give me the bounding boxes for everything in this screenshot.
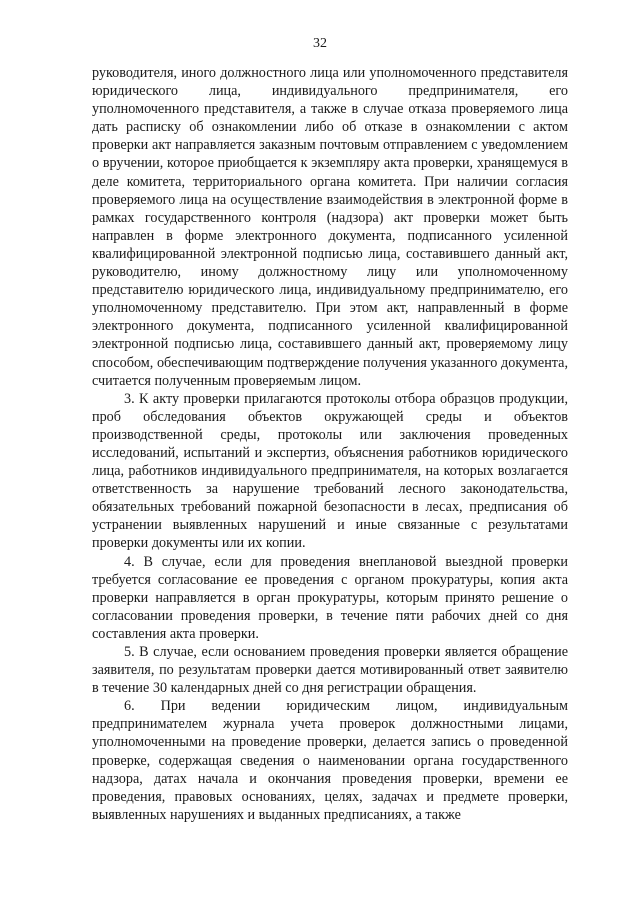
paragraph-3: 3. К акту проверки прилагаются протоколы отбора образцов продукции, проб обследования объектов окружающей среды и объектов производственной среды, протоколы или заключения проведенных исследований, испытаний и экспертиз, объяснения работников юридического лица, работников индивидуального предпринимателя, на которых возлагается ответственность за нарушение требований лесного законодательства, обязательных требований пожарной безопасности в лесах, предписания об устранении выявленных нарушений и иные связанные с результатами проверки документы или их копии. (92, 390, 568, 552)
paragraph-5: 5. В случае, если основанием проведения проверки является обращение заявителя, по результатам проверки дается мотивированный ответ заявителю в течение 30 календарных дней со дня регистрации обращения. (92, 644, 568, 697)
paragraph-4: 4. В случае, если для проведения внеплановой выездной проверки требуется согласование ее проведения с органом прокуратуры, копия акта проверки направляется в орган прокуратуры, которым принято решение о согласовании проведения проверки, в течение пяти рабочих дней со дня составления акта проверки. (92, 553, 568, 642)
paragraph-6: 6. При ведении юридическим лицом, индивидуальным предпринимателем журнала учета проверок должностными лицами, уполномоченными на проведение проверки, делается запись о проведенной проверке, содержащая сведения о наименовании органа государственного надзора, датах начала и окончания проведения проверки, времени ее проведения, правовых основаниях, целях, задачах и предмете проверки, выявленных нарушениях и выданных предписаниях, а также (92, 698, 568, 823)
paragraph-continuation: руководителя, иного должностного лица или уполномоченного представителя юридического лица, индивидуального предпринимателя, его уполномоченного представителя, а также в случае отказа проверяемого лица дать расписку об ознакомлении либо об отказе в ознакомлении с актом проверки акт направляется заказным почтовым отправлением с уведомлением о вручении, которое приобщается к экземпляру акта проверки, хранящемуся в деле комитета, территориального органа комитета. При наличии согласия проверяемого лица на осуществление взаимодействия в электронной форме в рамках государственного контроля (надзора) акт проверки может быть направлен в форме электронного документа, подписанного усиленной квалифицированной электронной подписью лица, составившего данный акт, руководителю, иному должностному лицу или уполномоченному представителю юридического лица, индивидуальному предпринимателю, его уполномоченному представителю. При этом акт, направленный в форме электронного документа, подписанного усиленной квалифицированной электронной подписью лица, составившего данный акт, проверяемому лицу способом, обеспечивающим подтверждение получения указанного документа, считается полученным проверяемым лицом. (92, 65, 568, 389)
document-body (92, 64, 568, 824)
page-number: 32 (313, 36, 327, 51)
